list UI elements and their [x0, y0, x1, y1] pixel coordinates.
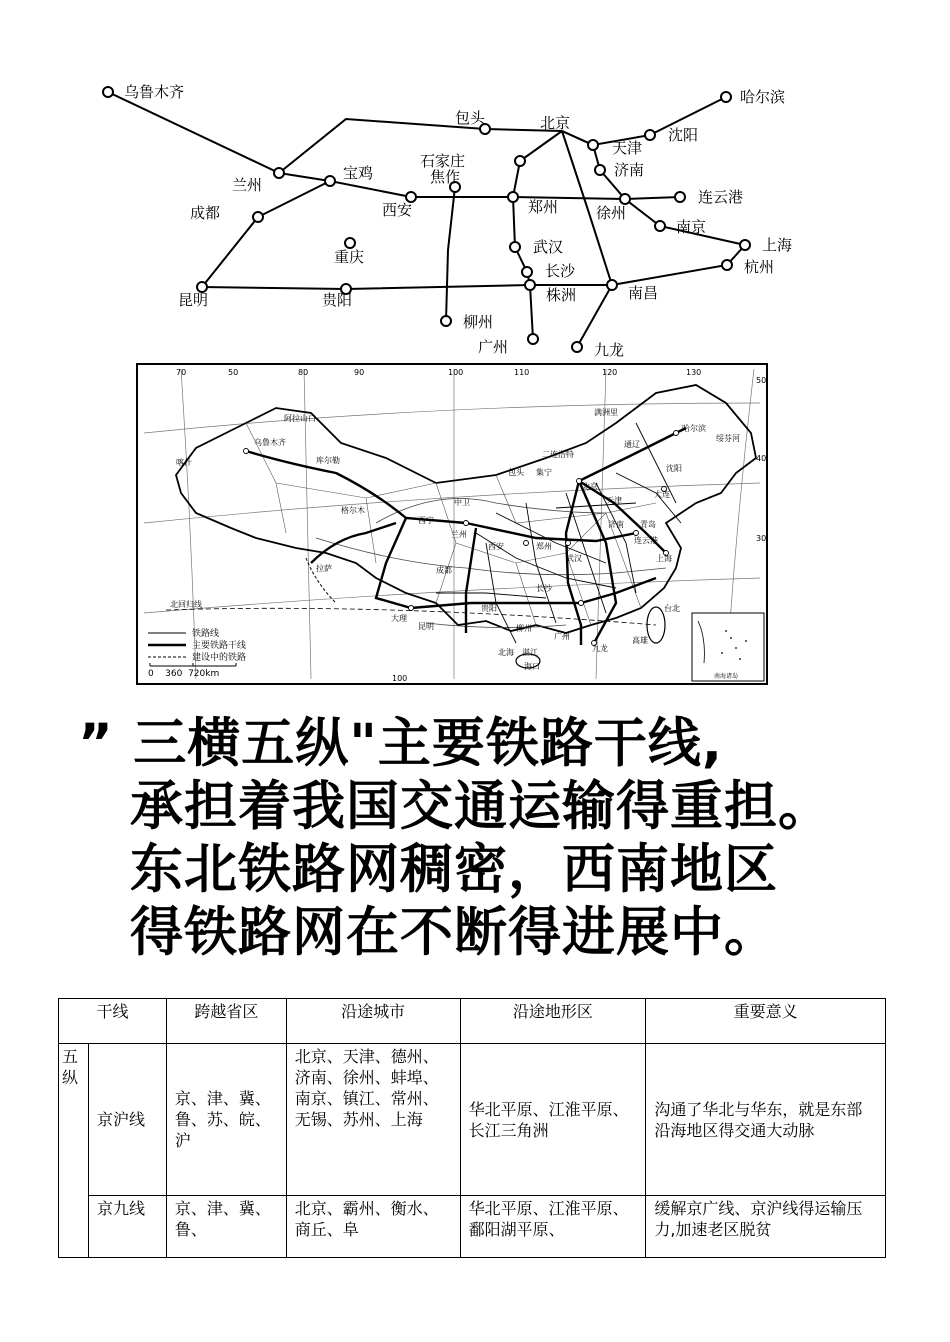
legend-railway: 铁路线: [192, 629, 220, 639]
map-place-label: 武汉: [566, 554, 582, 563]
row-terrain: 华北平原、江淮平原、鄱阳湖平原、: [460, 1196, 646, 1258]
row-terrain: 华北平原、江淮平原、长江三角洲: [460, 1044, 646, 1196]
map-place-label: 海口: [524, 662, 540, 671]
row-cities: 北京、天津、德州、济南、徐州、蚌埠、南京、镇江、常州、无锡、苏州、上海: [286, 1044, 460, 1196]
map-place-label: 西宁: [418, 516, 434, 525]
city-label: 包头: [455, 109, 486, 127]
city-label: 南京: [676, 218, 707, 236]
city-label: 昆明: [178, 291, 209, 309]
row-meaning: 沟通了华北与华东，就是东部沿海地区得交通大动脉: [646, 1044, 886, 1196]
longitude-label: 70: [176, 368, 187, 377]
map-place-label: 中卫: [454, 498, 470, 507]
header-meaning: 重要意义: [646, 999, 886, 1044]
city-label: 天津: [612, 139, 643, 157]
city-label: 乌鲁木齐: [124, 83, 185, 101]
city-label: 哈尔滨: [740, 88, 786, 106]
city-label: 南昌: [628, 284, 659, 302]
longitude-label: 120: [602, 368, 618, 377]
map-place-label: 广州: [554, 632, 570, 641]
longitude-label: 50: [228, 368, 239, 377]
table-row: [59, 1196, 886, 1258]
map-place-label: 通辽: [624, 440, 640, 449]
city-label: 北京: [540, 114, 571, 132]
city-label: 广州: [478, 338, 509, 356]
city-label: 重庆: [334, 248, 365, 266]
row-name: 京九线: [88, 1196, 166, 1258]
map-place-label: 连云港: [634, 536, 658, 545]
map-place-label: 拉萨: [316, 564, 332, 573]
map-place-label: 北京: [582, 482, 598, 491]
caption-line-4: 得铁路网在不断得进展中。: [130, 902, 778, 963]
latitude-label: 40: [756, 454, 767, 463]
map-place-label: 天津: [606, 496, 622, 505]
city-label: 武汉: [533, 238, 564, 256]
map-place-label: 哈尔滨: [682, 424, 706, 433]
map-place-label: 阿拉山口: [284, 414, 316, 423]
map-place-label: 沈阳: [666, 464, 682, 473]
map-place-label: 乌鲁木齐: [254, 438, 286, 447]
map-place-label: 长沙: [536, 584, 552, 593]
city-label: 郑州: [528, 198, 559, 216]
map-place-label: 昆明: [418, 622, 434, 631]
caption-line-1: ” 三横五纵"主要铁路干线,: [78, 713, 724, 774]
map-place-label: 喀什: [176, 458, 192, 467]
table-header-row: [59, 999, 886, 1044]
caption-line-2: 承担着我国交通运输得重担。: [130, 776, 832, 837]
table-row: [59, 1044, 886, 1196]
caption-line-3: 东北铁路网稠密，西南地区: [130, 839, 778, 900]
map-place-label: 绥芬河: [716, 434, 740, 443]
map-place-label: 成都: [436, 566, 452, 575]
header-terrain: 沿途地形区: [460, 999, 646, 1044]
city-label: 徐州: [596, 204, 627, 222]
longitude-label: 80: [298, 368, 309, 377]
city-label: 兰州: [232, 176, 263, 194]
legend-trunk: 主要铁路干线: [192, 641, 247, 651]
longitude-label: 110: [514, 368, 530, 377]
city-label: 长沙: [545, 262, 576, 280]
map-place-label: 北海: [498, 648, 514, 657]
header-cities: 沿途城市: [286, 999, 460, 1044]
city-label: 杭州: [744, 258, 775, 276]
tropic-label: 北回归线: [170, 600, 202, 609]
legend-building: 建设中的铁路: [192, 653, 247, 663]
map-place-label: 西安: [488, 542, 504, 551]
city-label: 西安: [382, 201, 413, 219]
map-place-label: 集宁: [536, 468, 552, 477]
city-label: 柳州: [463, 313, 494, 331]
map-place-label: 九龙: [592, 644, 608, 653]
group-cell: 五纵: [59, 1044, 89, 1258]
city-label: 沈阳: [668, 126, 699, 144]
longitude-label: 100: [448, 368, 464, 377]
map-place-label: 济南: [608, 520, 624, 529]
row-provinces: 京、津、冀、鲁、: [166, 1196, 286, 1258]
row-cities: 北京、霸州、衡水、商丘、阜: [286, 1196, 460, 1258]
railway-schematic-diagram: [0, 0, 950, 365]
china-railway-map: [136, 363, 768, 685]
row-meaning: 缓解京广线、京沪线得运输压力,加速老区脱贫: [646, 1196, 886, 1258]
map-place-label: 库尔勒: [316, 456, 340, 465]
city-label: 贵阳: [322, 291, 353, 309]
city-label: 九龙: [594, 341, 625, 359]
map-place-label: 柳州: [516, 624, 532, 633]
city-label: 株洲: [546, 286, 577, 304]
city-label: 济南: [614, 161, 645, 179]
header-line: 干线: [59, 999, 167, 1044]
latitude-label: 50: [756, 376, 767, 385]
longitude-label: 130: [686, 368, 702, 377]
map-place-label: 二连浩特: [542, 450, 574, 459]
map-place-label: 格尔木: [341, 506, 365, 515]
legend-scale: 0 360 720km: [148, 669, 220, 679]
railway-table: [58, 998, 886, 1258]
header-provinces: 跨越省区: [166, 999, 286, 1044]
city-label: 连云港: [698, 188, 744, 206]
city-label: 宝鸡: [343, 164, 374, 182]
caption-block: [78, 712, 938, 964]
map-place-label: 高雄: [632, 636, 648, 645]
map-place-label: 台北: [664, 604, 680, 613]
map-place-label: 上海: [656, 554, 672, 563]
latitude-label: 30: [756, 534, 767, 543]
map-place-label: 青岛: [640, 520, 656, 529]
longitude-label: 90: [354, 368, 365, 377]
map-place-label: 兰州: [451, 530, 467, 539]
map-place-label: 郑州: [536, 542, 552, 551]
city-label: 焦作: [430, 168, 461, 186]
city-label: 上海: [762, 236, 793, 254]
longitude-label: 100: [392, 674, 408, 683]
map-place-label: 满洲里: [594, 408, 618, 417]
city-label: 石家庄: [420, 152, 466, 170]
city-label: 成都: [190, 204, 221, 222]
map-place-label: 包头: [508, 468, 524, 477]
row-name: 京沪线: [88, 1044, 166, 1196]
map-place-label: 湛江: [522, 648, 538, 657]
inset-label: 南海诸岛: [714, 673, 739, 680]
map-place-label: 大理: [391, 614, 407, 623]
map-place-label: 大连: [654, 490, 670, 499]
row-provinces: 京、津、冀、鲁、苏、皖、沪: [166, 1044, 286, 1196]
map-place-label: 贵阳: [481, 604, 497, 613]
